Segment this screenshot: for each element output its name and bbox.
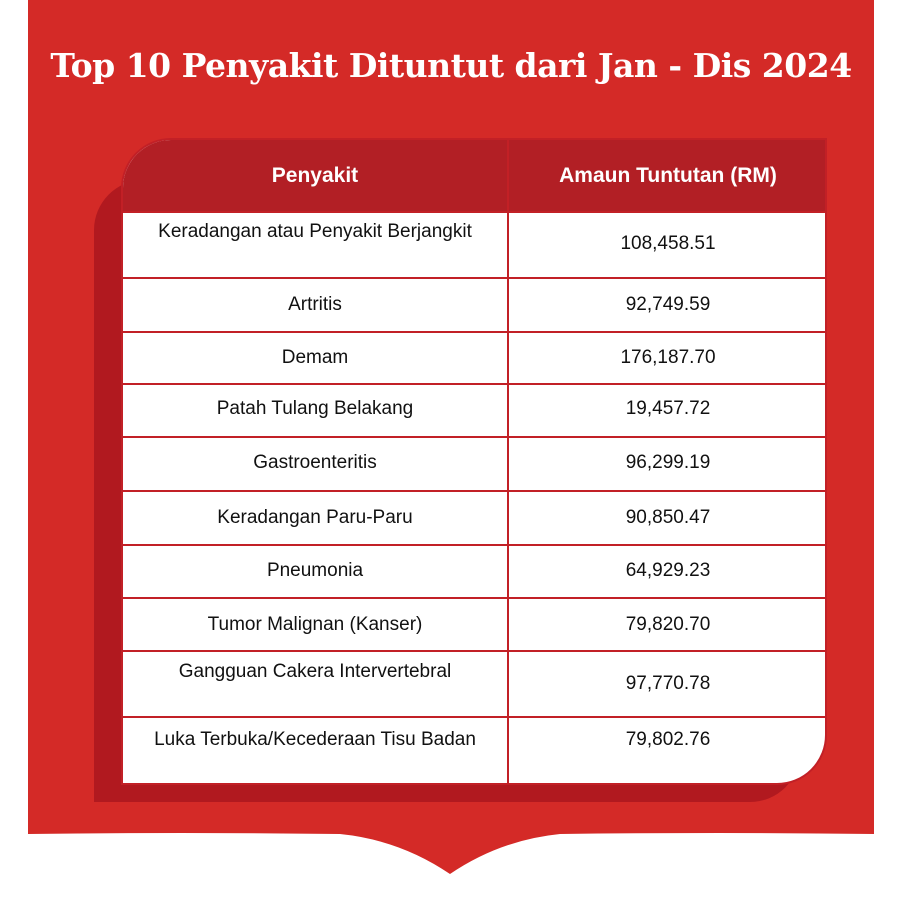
table-row bbox=[123, 490, 825, 544]
disease-name: Gangguan Cakera Intervertebral bbox=[178, 661, 452, 682]
claim-amount: 90,850.47 bbox=[625, 507, 711, 528]
disease-name: Keradangan atau Penyakit Berjangkit bbox=[158, 221, 472, 242]
disease-name: Patah Tulang Belakang bbox=[216, 398, 414, 419]
claim-amount: 64,929.23 bbox=[625, 560, 711, 581]
claim-amount: 79,802.76 bbox=[625, 729, 711, 750]
table-row bbox=[123, 331, 825, 383]
disease-name: Tumor Malignan (Kanser) bbox=[207, 614, 423, 635]
claim-amount: 79,820.70 bbox=[625, 614, 711, 635]
claims-table bbox=[121, 138, 827, 785]
table-row bbox=[123, 716, 825, 785]
table-row bbox=[123, 650, 825, 716]
disease-name: Keradangan Paru-Paru bbox=[217, 507, 413, 528]
table-row bbox=[123, 277, 825, 331]
table-row bbox=[123, 211, 825, 277]
disease-name: Demam bbox=[281, 347, 349, 368]
claim-amount: 19,457.72 bbox=[625, 398, 711, 419]
table-row bbox=[123, 597, 825, 650]
header-amount: Amaun Tuntutan (RM) bbox=[559, 164, 777, 187]
table-row bbox=[123, 436, 825, 490]
claim-amount: 97,770.78 bbox=[625, 673, 711, 694]
table-row bbox=[123, 544, 825, 597]
disease-name: Luka Terbuka/Kecederaan Tisu Badan bbox=[154, 729, 476, 750]
claim-amount: 96,299.19 bbox=[625, 452, 711, 473]
disease-name: Artritis bbox=[288, 294, 342, 315]
disease-name: Pneumonia bbox=[266, 560, 364, 581]
page-title: Top 10 Penyakit Dituntut dari Jan - Dis 2024 bbox=[50, 46, 852, 85]
claim-amount: 108,458.51 bbox=[620, 233, 716, 254]
disease-name: Gastroenteritis bbox=[253, 452, 377, 473]
claim-amount: 176,187.70 bbox=[620, 347, 716, 368]
header-disease: Penyakit bbox=[271, 164, 359, 187]
claim-amount: 92,749.59 bbox=[625, 294, 711, 315]
table-row bbox=[123, 383, 825, 436]
table-header bbox=[123, 140, 825, 211]
